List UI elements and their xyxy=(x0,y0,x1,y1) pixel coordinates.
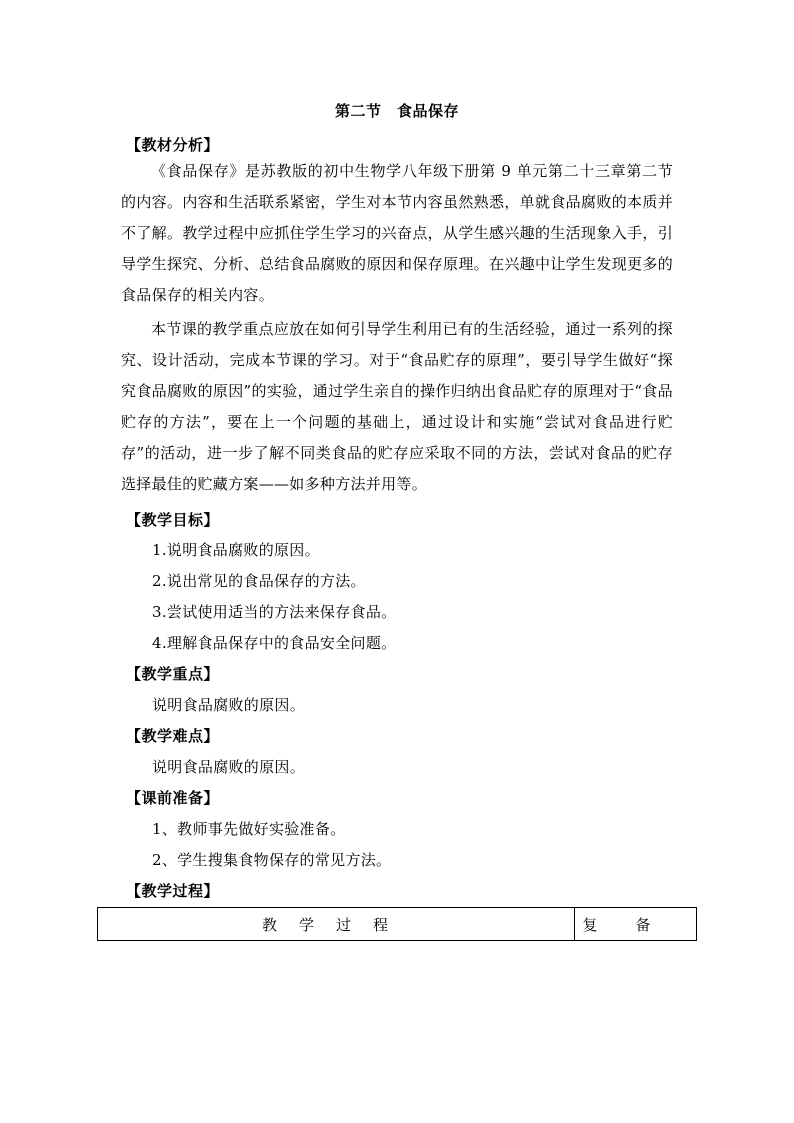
goal-item-2: 2.说出常见的食品保存的方法。 xyxy=(152,572,366,590)
difficulties-text: 说明食品腐败的原因。 xyxy=(152,758,306,776)
heading-preparation: 【课前准备】 xyxy=(126,789,220,807)
table-header-review: 复备 xyxy=(575,908,697,941)
goal-item-3: 3.尝试使用适当的方法来保存食品。 xyxy=(152,603,397,621)
analysis-paragraph-2: 本节课的教学重点应放在如何引导学生利用已有的生活经验，通过一系列的探究、设计活动，完成本节课的学习。对于“食品贮存的原理”，要引导学生做好“探究食品腐败的原因”的实验，通过学生亲自的操作归纳出食品贮存的原理对于“食品贮存的方法”，要在上一个问题的基础上，通过设计和实施“尝试对食品进行贮存”的活动，进一步了解不同类食品的贮存应采取不同的方法，尝试对食品的贮存选择最佳的贮藏方案——如多种方法并用等。 xyxy=(121,320,673,493)
heading-key-points: 【教学重点】 xyxy=(126,665,220,683)
heading-teaching-process: 【教学过程】 xyxy=(126,882,220,900)
heading-teaching-goals: 【教学目标】 xyxy=(126,511,220,529)
teaching-process-table xyxy=(97,907,697,941)
goal-item-4: 4.理解食品保存中的食品安全问题。 xyxy=(152,634,397,652)
table-header-process: 教学过程 xyxy=(98,908,575,941)
key-points-text: 说明食品腐败的原因。 xyxy=(152,696,306,714)
page-title: 第二节 食品保存 xyxy=(334,102,459,120)
preparation-item-2: 2、学生搜集食物保存的常见方法。 xyxy=(152,851,392,869)
heading-material-analysis: 【教材分析】 xyxy=(126,136,220,154)
preparation-item-1: 1、教师事先做好实验准备。 xyxy=(152,820,346,838)
table-header-row xyxy=(98,908,697,941)
heading-difficulties: 【教学难点】 xyxy=(126,727,220,745)
goal-item-1: 1.说明食品腐败的原因。 xyxy=(152,541,320,559)
analysis-paragraph-1: 《食品保存》是苏教版的初中生物学八年级下册第 9 单元第二十三章第二节的内容。内容和生活联系紧密，学生对本节内容虽然熟悉，单就食品腐败的本质并不了解。教学过程中应抓住学生学习的兴奋点，从学生感兴趣的生活现象入手，引导学生探究、分析、总结食品腐败的原因和保存原理。在兴趣中让学生发现更多的食品保存的相关内容。 xyxy=(121,162,673,304)
